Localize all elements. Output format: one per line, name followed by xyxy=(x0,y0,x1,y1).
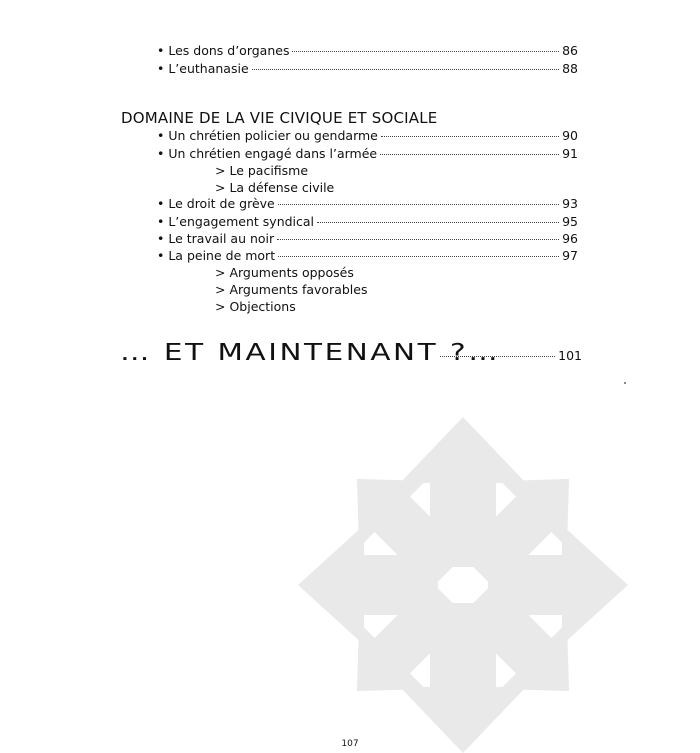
toc-entry-and-now xyxy=(120,340,582,366)
toc-entry-undeclared-work xyxy=(157,231,578,247)
toc-entry-label: • Le droit de grève xyxy=(157,196,275,211)
toc-entry-label: • Le travail au noir xyxy=(157,231,275,246)
arrows-compass-watermark-icon xyxy=(298,415,628,753)
toc-subitem-arguments-against: > Arguments opposés xyxy=(215,265,354,280)
toc-entry-label: • L’euthanasie xyxy=(157,61,249,76)
toc-entry-label: … ET MAINTENANT ?… xyxy=(120,340,501,366)
toc-entry-strike xyxy=(157,196,578,212)
toc-entry-organ-donation xyxy=(157,43,578,59)
toc-entry-page: 97 xyxy=(562,248,578,263)
page-number: 107 xyxy=(341,739,359,749)
toc-entry-union xyxy=(157,214,578,230)
toc-entry-label: • Un chrétien policier ou gendarme xyxy=(157,128,378,143)
toc-entry-euthanasia xyxy=(157,61,578,77)
toc-entry-page: 86 xyxy=(562,43,578,58)
dot-leader xyxy=(252,69,559,70)
toc-entry-label: • Un chrétien engagé dans l’armée xyxy=(157,146,378,161)
toc-entry-page: 91 xyxy=(562,146,578,161)
dot-leader xyxy=(317,222,559,223)
section-title: DOMAINE DE LA VIE CIVIQUE ET SOCIALE xyxy=(121,109,438,127)
toc-entry-police xyxy=(157,128,578,144)
dot-leader xyxy=(278,256,559,257)
toc-entry-page: 90 xyxy=(562,128,578,143)
toc-entry-label: • La peine de mort xyxy=(157,248,276,263)
dot-leader xyxy=(381,136,559,137)
toc-entry-army xyxy=(157,146,578,162)
toc-subitem-civil-defense: > La défense civile xyxy=(215,180,335,195)
toc-subitem-arguments-for: > Arguments favorables xyxy=(215,282,368,297)
toc-entry-label: • L’engagement syndical xyxy=(157,214,315,229)
toc-subitem-objections: > Objections xyxy=(215,299,296,314)
toc-subitem-pacifism: > Le pacifisme xyxy=(215,163,309,178)
toc-entry-label: • Les dons d’organes xyxy=(157,43,290,58)
toc-entry-page: 95 xyxy=(562,214,578,229)
dot-leader xyxy=(380,154,559,155)
toc-entry-page: 101 xyxy=(558,348,582,363)
dot-leader xyxy=(292,51,559,52)
dot-leader xyxy=(278,204,559,205)
print-speck xyxy=(624,382,626,384)
toc-entry-death-penalty xyxy=(157,248,578,264)
dot-leader xyxy=(277,239,559,240)
dot-leader xyxy=(440,356,555,357)
toc-entry-page: 93 xyxy=(562,196,578,211)
toc-entry-page: 96 xyxy=(562,231,578,246)
toc-entry-page: 88 xyxy=(562,61,578,76)
